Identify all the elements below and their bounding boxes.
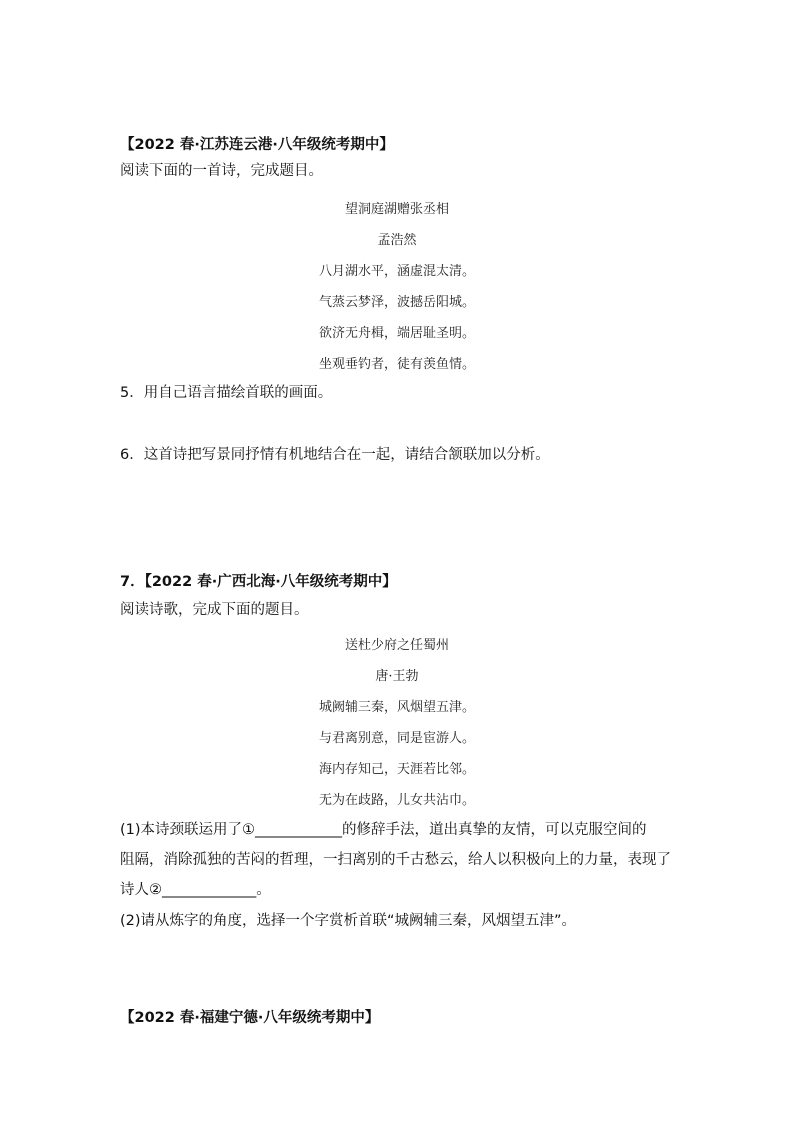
poem-author: 孟浩然 xyxy=(377,233,417,248)
reading-instruction: 阅读诗歌，完成下面的题目。 xyxy=(120,602,309,618)
question-source: 【2022 春·广西北海·八年级统考期中】 xyxy=(144,574,397,590)
poem-line: 与君离别意，同是宦游人。 xyxy=(318,731,475,746)
question-source-header xyxy=(120,570,397,591)
poem-title: 望洞庭湖赠张丞相 xyxy=(344,202,449,217)
poem-line: 坐观垂钓者，徒有羡鱼情。 xyxy=(318,357,475,372)
poem-line: 欲济无舟楫，端居耻圣明。 xyxy=(318,326,475,341)
sub-question-text: (2)请从炼字的角度，选择一个字赏析首联“城阙辅三秦，风烟望五津”。 xyxy=(120,913,577,929)
sub-question-text: (1)本诗颈联运用了①____________的修辞手法，道出真挚的友情，可以克服空间的 xyxy=(120,822,647,838)
question-number: 7． xyxy=(120,574,145,590)
question-source-header: 【2022 春·江苏连云港·八年级统考期中】 xyxy=(120,137,394,153)
poem-line: 气蒸云梦泽，波撼岳阳城。 xyxy=(318,295,475,310)
poem-title: 送杜少府之任蜀州 xyxy=(344,638,449,653)
sub-question-text: 阻隔，消除孤独的苦闷的哲理，一扫离别的千古愁云，给人以积极向上的力量，表现了 xyxy=(120,852,671,868)
poem-line: 无为在歧路，儿女共沾巾。 xyxy=(318,793,475,808)
reading-instruction: 阅读下面的一首诗，完成题目。 xyxy=(120,163,323,179)
question-source-header: 【2022 春·福建宁德·八年级统考期中】 xyxy=(120,1010,380,1026)
poem-line: 城阙辅三秦，风烟望五津。 xyxy=(318,700,475,715)
poem-line: 海内存知己，天涯若比邻。 xyxy=(318,762,475,777)
question-6: 6．这首诗把写景同抒情有机地结合在一起，请结合颔联加以分析。 xyxy=(120,447,550,463)
sub-question-text: 诗人②_____________。 xyxy=(120,882,271,898)
poem-line: 八月湖水平，涵虚混太清。 xyxy=(318,264,475,279)
question-5: 5．用自己语言描绘首联的画面。 xyxy=(120,385,333,401)
poem-author: 唐·王勃 xyxy=(375,669,419,684)
